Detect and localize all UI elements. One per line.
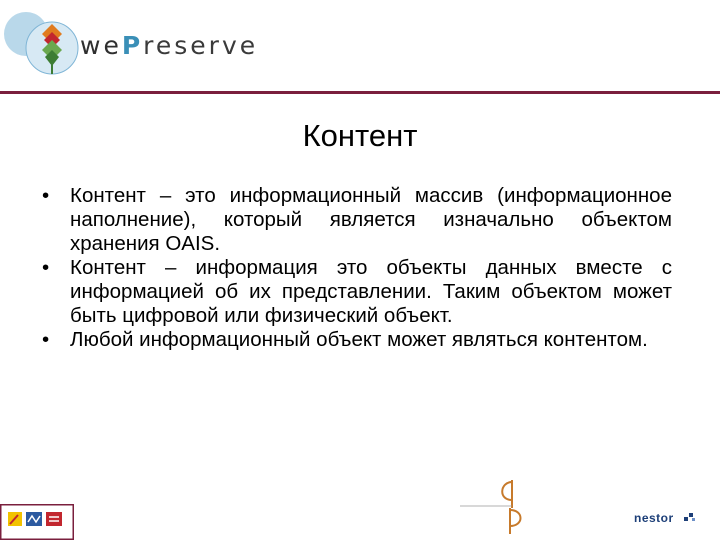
- slide-title: Контент: [302, 118, 418, 153]
- bullet-dot: •: [42, 256, 50, 279]
- brand-we: we: [80, 31, 122, 60]
- wepreserve-logo-icon: [2, 4, 82, 80]
- nestor-logo: nestor: [634, 511, 674, 525]
- bullet-item: [40, 256, 672, 328]
- bullet-item: [40, 184, 672, 256]
- bullet-text: Контент – информация это объекты данных вместе с информацией об их представлении. Таким объектом может быть цифровой или физический объект.: [70, 256, 672, 327]
- nestor-mark-icon: [684, 511, 696, 523]
- bullet-dot: •: [42, 328, 50, 351]
- bullet-dot: •: [42, 184, 50, 207]
- bullet-text: Контент – это информационный массив (информационное наполнение), который является изначально объектом хранения OAIS.: [70, 184, 672, 255]
- brand-wordmark: [80, 31, 258, 60]
- bullet-list: [40, 184, 672, 352]
- header-rule: [0, 91, 720, 94]
- slide-header: [0, 0, 720, 92]
- dp-logo-icon: [460, 478, 538, 536]
- brand-rest: reserve: [143, 31, 259, 60]
- partner-logo-icon: [0, 504, 74, 540]
- bullet-item: [40, 328, 672, 352]
- brand-p: P: [121, 31, 144, 60]
- bullet-text: Любой информационный объект может являться контентом.: [70, 328, 648, 351]
